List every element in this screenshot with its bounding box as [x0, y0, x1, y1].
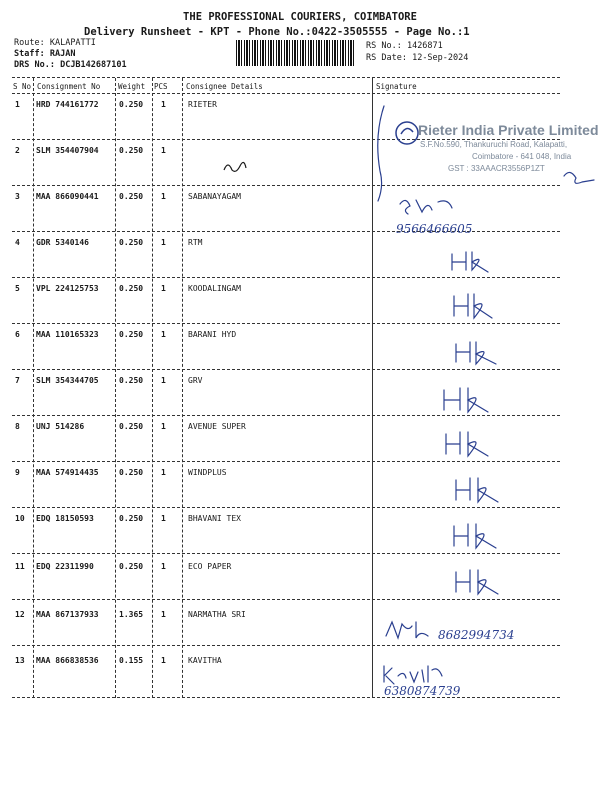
rs-date-label: RS Date: — [366, 53, 407, 63]
row-pcs: 1 — [161, 422, 166, 431]
row-consignee: KOODALINGAM — [188, 284, 241, 293]
col-divider — [33, 78, 34, 698]
barcode — [236, 40, 356, 66]
row-consignee: BHAVANI TEX — [188, 514, 241, 523]
row-pcs: 1 — [161, 656, 166, 665]
row-weight: 0.250 — [119, 468, 144, 477]
row-pcs: 1 — [161, 468, 166, 477]
row-consignee: NARMATHA SRI — [188, 610, 246, 619]
row-pcs: 1 — [161, 610, 166, 619]
row-sno: 3 — [15, 192, 20, 201]
row-pcs: 1 — [161, 562, 166, 571]
row-pcs: 1 — [161, 100, 166, 109]
staff-label: Staff: — [14, 49, 45, 59]
company-title: THE PROFESSIONAL COURIERS, COIMBATORE — [183, 11, 417, 23]
row-weight: 1.365 — [119, 610, 144, 619]
col-header-pcs: PCS — [154, 82, 168, 91]
row-consignment: MAA 574914435 — [36, 468, 99, 477]
row-consignee: RTM — [188, 238, 203, 247]
table-top-rule — [12, 77, 560, 78]
stamp-address-2: Coimbatore - 641 048, India — [472, 152, 572, 161]
row-sno: 11 — [15, 562, 25, 571]
row-consignee: WINDPLUS — [188, 468, 227, 477]
col-header-consignment: Consignment No — [37, 82, 101, 91]
row-sno: 9 — [15, 468, 20, 477]
drs-value: DCJB142687101 — [60, 60, 127, 70]
stamp-gst: GST : 33AAACR3556P1ZT — [448, 164, 545, 173]
row-sno: 10 — [15, 514, 25, 523]
runsheet-title: Delivery Runsheet - KPT - Phone No.:0422-3505555 - Page No.:1 — [84, 26, 470, 38]
drs-label: DRS No.: — [14, 60, 55, 70]
col-header-consignee: Consignee Details — [186, 82, 263, 91]
row-weight: 0.250 — [119, 192, 144, 201]
row-pcs: 1 — [161, 514, 166, 523]
row-consignment: GDR 5340146 — [36, 238, 89, 247]
row-weight: 0.155 — [119, 656, 144, 665]
row-weight: 0.250 — [119, 514, 144, 523]
row-pcs: 1 — [161, 238, 166, 247]
row-consignee: BARANI HYD — [188, 330, 237, 339]
row-consignee: RIETER — [188, 100, 217, 109]
drs-line — [14, 60, 127, 70]
row-weight: 0.250 — [119, 562, 144, 571]
staff-line — [14, 49, 75, 59]
row-weight: 0.250 — [119, 330, 144, 339]
row-sno: 6 — [15, 330, 20, 339]
signature-strokes — [372, 96, 600, 696]
rs-no-value: 1426871 — [406, 41, 443, 51]
table-header-rule — [12, 93, 560, 94]
row-weight: 0.250 — [119, 238, 144, 247]
row-pcs: 1 — [161, 330, 166, 339]
route-value: KALAPATTI — [49, 38, 96, 48]
row-consignment: SLM 354407904 — [36, 146, 99, 155]
row-pcs: 1 — [161, 284, 166, 293]
col-divider — [182, 78, 183, 698]
row-consignment: UNJ 514286 — [36, 422, 85, 431]
staff-value: RAJAN — [49, 49, 76, 59]
row-pcs: 1 — [161, 376, 166, 385]
row-consignment: EDQ 22311990 — [36, 562, 94, 571]
row-weight: 0.250 — [119, 376, 144, 385]
rs-date-value: 12-Sep-2024 — [412, 53, 469, 63]
row2-signature — [218, 152, 252, 178]
row-consignment: SLM 354344705 — [36, 376, 99, 385]
stamp-company: Rieter India Private Limited — [418, 122, 599, 138]
row12-handwritten-phone: 8682994734 — [438, 628, 515, 642]
row-pcs: 1 — [161, 192, 166, 201]
row-consignment: MAA 110165323 — [36, 330, 99, 339]
row-sno: 5 — [15, 284, 20, 293]
row-consignee: GRV — [188, 376, 203, 385]
row-consignee: KAVITHA — [188, 656, 222, 665]
row-sno: 2 — [15, 146, 20, 155]
col-header-sno: S No — [13, 82, 32, 91]
col-header-weight: Weight — [118, 82, 146, 91]
route-line — [14, 38, 96, 48]
row-sno: 4 — [15, 238, 20, 247]
row-sno: 1 — [15, 100, 20, 109]
row-consignee: ECO PAPER — [188, 562, 232, 571]
route-label: Route: — [14, 38, 45, 48]
row-consignee: SABANAYAGAM — [188, 192, 241, 201]
rs-date-line — [366, 53, 468, 63]
row-sno: 12 — [15, 610, 25, 619]
row-sno: 13 — [15, 656, 25, 665]
row-consignee: AVENUE SUPER — [188, 422, 246, 431]
row-consignment: VPL 224125753 — [36, 284, 99, 293]
col-divider — [152, 78, 153, 698]
stamp-address-1: S.F.No.590, Thankuruchi Road, Kalapatti, — [420, 140, 568, 149]
row3-handwritten-phone: 9566466605 — [396, 222, 473, 236]
col-divider — [115, 78, 116, 698]
row-consignment: MAA 866838536 — [36, 656, 99, 665]
rs-no-label: RS No.: — [366, 41, 402, 51]
row-consignment: HRD 744161772 — [36, 100, 99, 109]
row-weight: 0.250 — [119, 284, 144, 293]
table-bottom-rule — [12, 697, 560, 698]
row-consignment: EDQ 18150593 — [36, 514, 94, 523]
col-header-signature: Signature — [376, 82, 417, 91]
row-sno: 8 — [15, 422, 20, 431]
row-sno: 7 — [15, 376, 20, 385]
row13-handwritten-phone: 6380874739 — [384, 684, 461, 698]
row-consignment: MAA 866090441 — [36, 192, 99, 201]
row-weight: 0.250 — [119, 146, 144, 155]
row-consignment: MAA 867137933 — [36, 610, 99, 619]
row-pcs: 1 — [161, 146, 166, 155]
rs-no-line — [366, 41, 443, 51]
row-weight: 0.250 — [119, 422, 144, 431]
row-weight: 0.250 — [119, 100, 144, 109]
